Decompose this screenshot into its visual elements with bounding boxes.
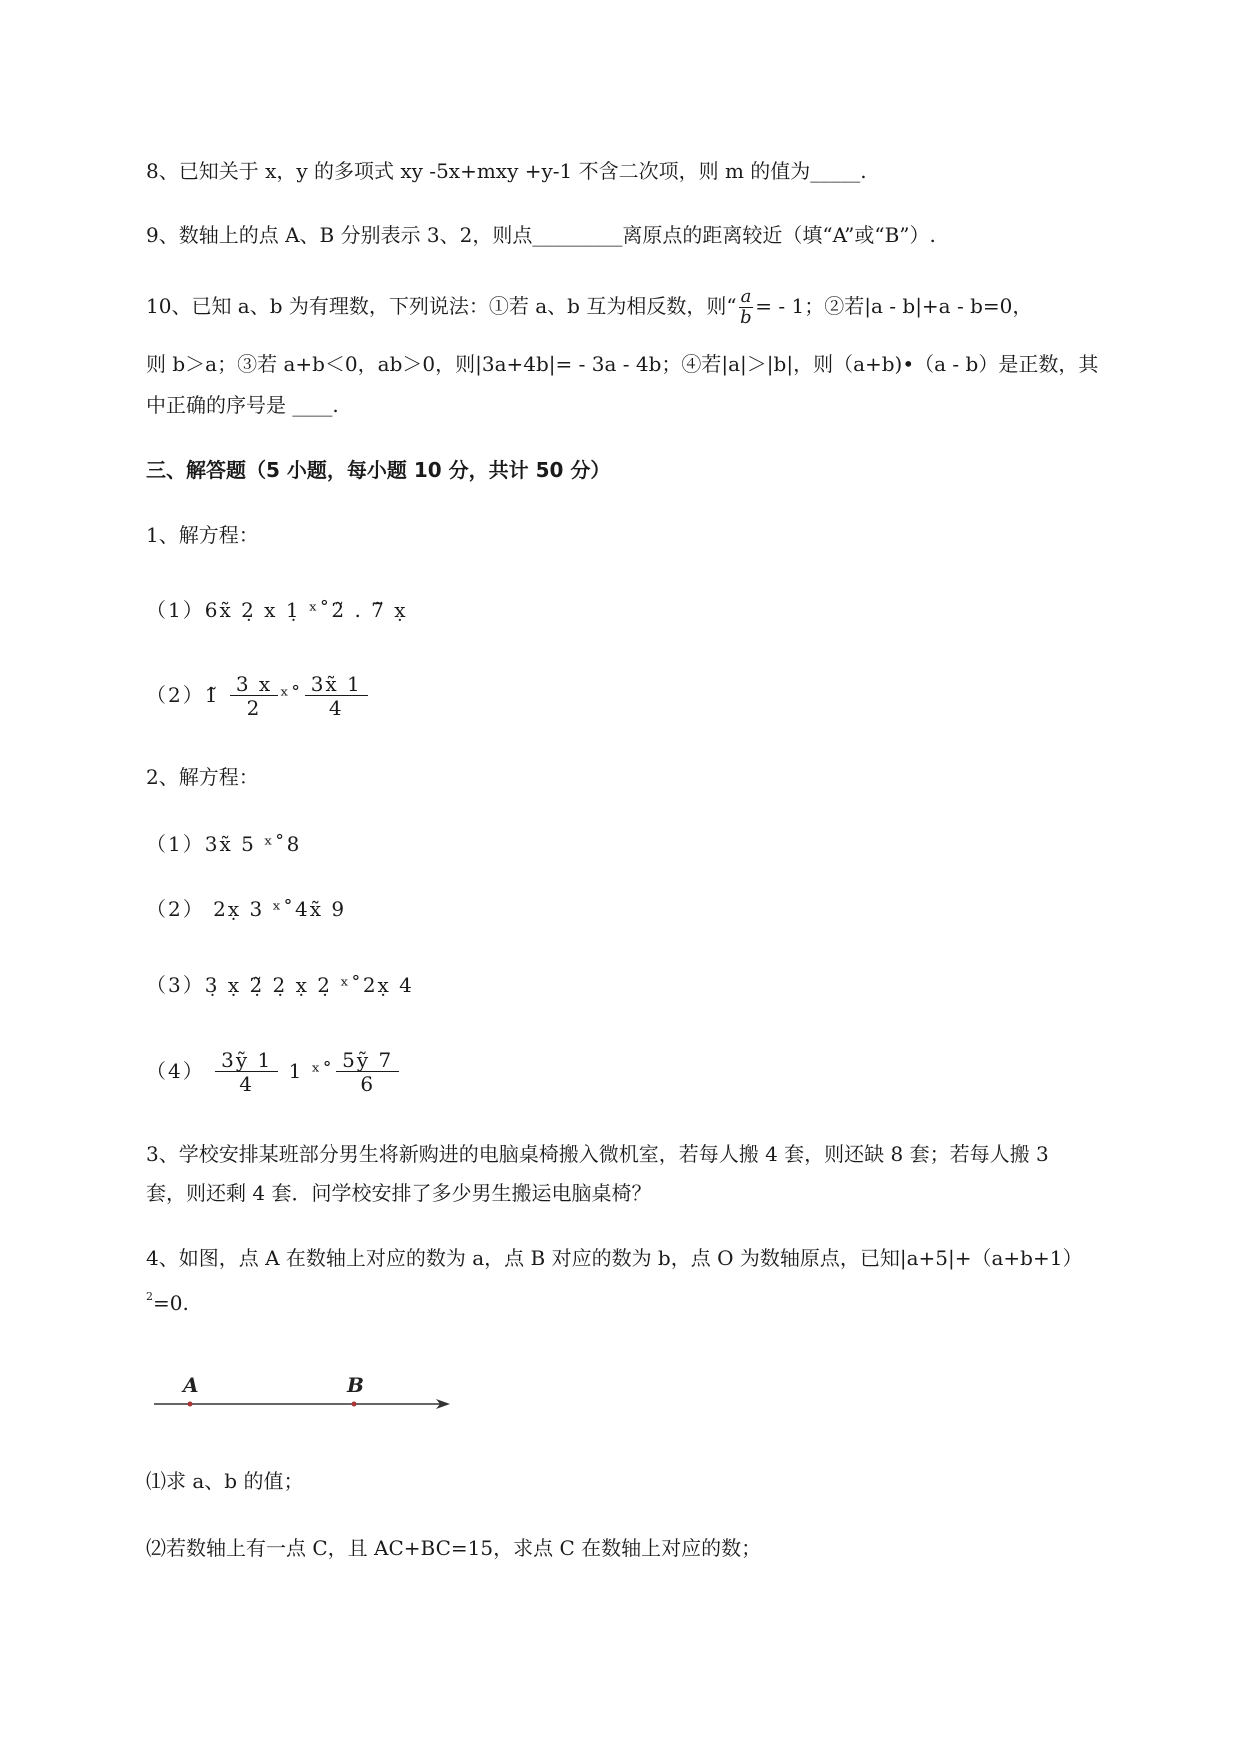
- fraction-numerator: 5ỹ 7: [336, 1049, 399, 1072]
- fraction-a-over-b: [739, 287, 754, 328]
- question-9: 9、数轴上的点 A、B 分别表示 3、2，则点_________离原点的距离较近（填“A”或“B”）.: [146, 223, 936, 247]
- equation-label: （3）: [146, 973, 205, 997]
- fraction-1: [230, 673, 278, 720]
- problem-4-line-1: 4、如图，点 A 在数轴上对应的数为 a，点 B 对应的数为 b，点 O 为数轴原点，已知|a+5|+（a+b+1）: [146, 1246, 1083, 1270]
- problem-4-sub-1: ⑴求 a、b 的值；: [146, 1469, 304, 1493]
- equation-body: 3x̃ 5 ˣ˚8: [204, 832, 302, 856]
- equation-body: 3̣ x̣ 2̣̃ 2̣ x̣ 2̣ ˣ˚2x̣ 4: [204, 973, 414, 997]
- equals-glyph: 1 ˣ˚: [288, 1059, 335, 1083]
- fraction-denominator: 4: [328, 696, 344, 720]
- equation-label: （4）: [146, 1059, 205, 1083]
- fraction-numerator: a: [740, 286, 752, 307]
- equation-label: （1）: [146, 598, 205, 622]
- problem-4-sub-2: ⑵若数轴上有一点 C，且 AC+BC=15，求点 C 在数轴上对应的数；: [146, 1536, 762, 1560]
- problem-3-line-2: 套，则还剩 4 套．问学校安排了多少男生搬运电脑桌椅？: [146, 1181, 652, 1205]
- point-b-dot: [352, 1402, 357, 1407]
- problem-1-title: 1、解方程：: [146, 523, 259, 547]
- problem-2-equation-1: [146, 832, 301, 856]
- point-b-label: B: [347, 1373, 364, 1397]
- problem-2-equation-2: [146, 897, 346, 921]
- point-a-dot: [188, 1402, 193, 1407]
- section-heading: 三、解答题（5 小题，每小题 10 分，共计 50 分）: [146, 458, 611, 482]
- fraction-denominator: 6: [360, 1072, 376, 1096]
- equation-label: （1）: [146, 832, 205, 856]
- question-10-line-3: 中正确的序号是 ____.: [146, 393, 339, 417]
- problem-2-equation-3: [146, 973, 414, 997]
- equation-label: （2）: [146, 683, 205, 707]
- fraction-numerator: 3 x: [230, 673, 278, 696]
- superscript: 2: [146, 1290, 153, 1303]
- question-10-suffix: = - 1；②若|a - b|+a - b=0，: [755, 294, 1033, 318]
- problem-4-line-2: [146, 1285, 189, 1315]
- fraction-2: [336, 1049, 399, 1096]
- equation-lead: 1̃: [204, 683, 220, 707]
- point-a-label: A: [183, 1373, 199, 1397]
- question-8: 8、已知关于 x，y 的多项式 xy -5x+mxy +y-1 不含二次项，则 m 的值为_____.: [146, 159, 867, 183]
- fraction-denominator: b: [740, 307, 752, 328]
- problem-2-equation-4: [146, 1049, 401, 1096]
- equation-body: 2x̣ 3 ˣ˚4x̃ 9: [204, 897, 347, 921]
- equals-glyph: ˣ˚: [280, 683, 303, 707]
- equation-body: 6x̃ 2̣ x 1̣ ˣ˚2̃ . 7̃ x̣: [204, 598, 408, 622]
- question-10-line-2: 则 b＞a；③若 a+b＜0，ab＞0，则|3a+4b|= - 3a - 4b；④若|a|＞|b|，则（a+b)•（a - b）是正数，其: [146, 352, 1099, 376]
- fraction-denominator: 4: [239, 1072, 255, 1096]
- equation-label: （2）: [146, 897, 205, 921]
- line-2-text: =0.: [153, 1291, 189, 1315]
- fraction-numerator: 3x̃ 1: [305, 673, 368, 696]
- fraction-numerator: 3ỹ 1: [215, 1049, 278, 1072]
- fraction-1: [215, 1049, 278, 1096]
- problem-1-equation-1: [146, 598, 408, 622]
- problem-2-title: 2、解方程：: [146, 765, 259, 789]
- question-10-line-1: [146, 287, 1032, 328]
- problem-1-equation-2: [146, 673, 370, 720]
- fraction-2: [305, 673, 368, 720]
- problem-3-line-1: 3、学校安排某班部分男生将新购进的电脑桌椅搬入微机室，若每人搬 4 套，则还缺 8 套；若每人搬 3: [146, 1142, 1049, 1166]
- question-10-prefix: 10、已知 a、b 为有理数，下列说法：①若 a、b 互为相反数，则“: [146, 294, 737, 318]
- fraction-denominator: 2: [246, 696, 262, 720]
- number-line-figure: [150, 1370, 460, 1420]
